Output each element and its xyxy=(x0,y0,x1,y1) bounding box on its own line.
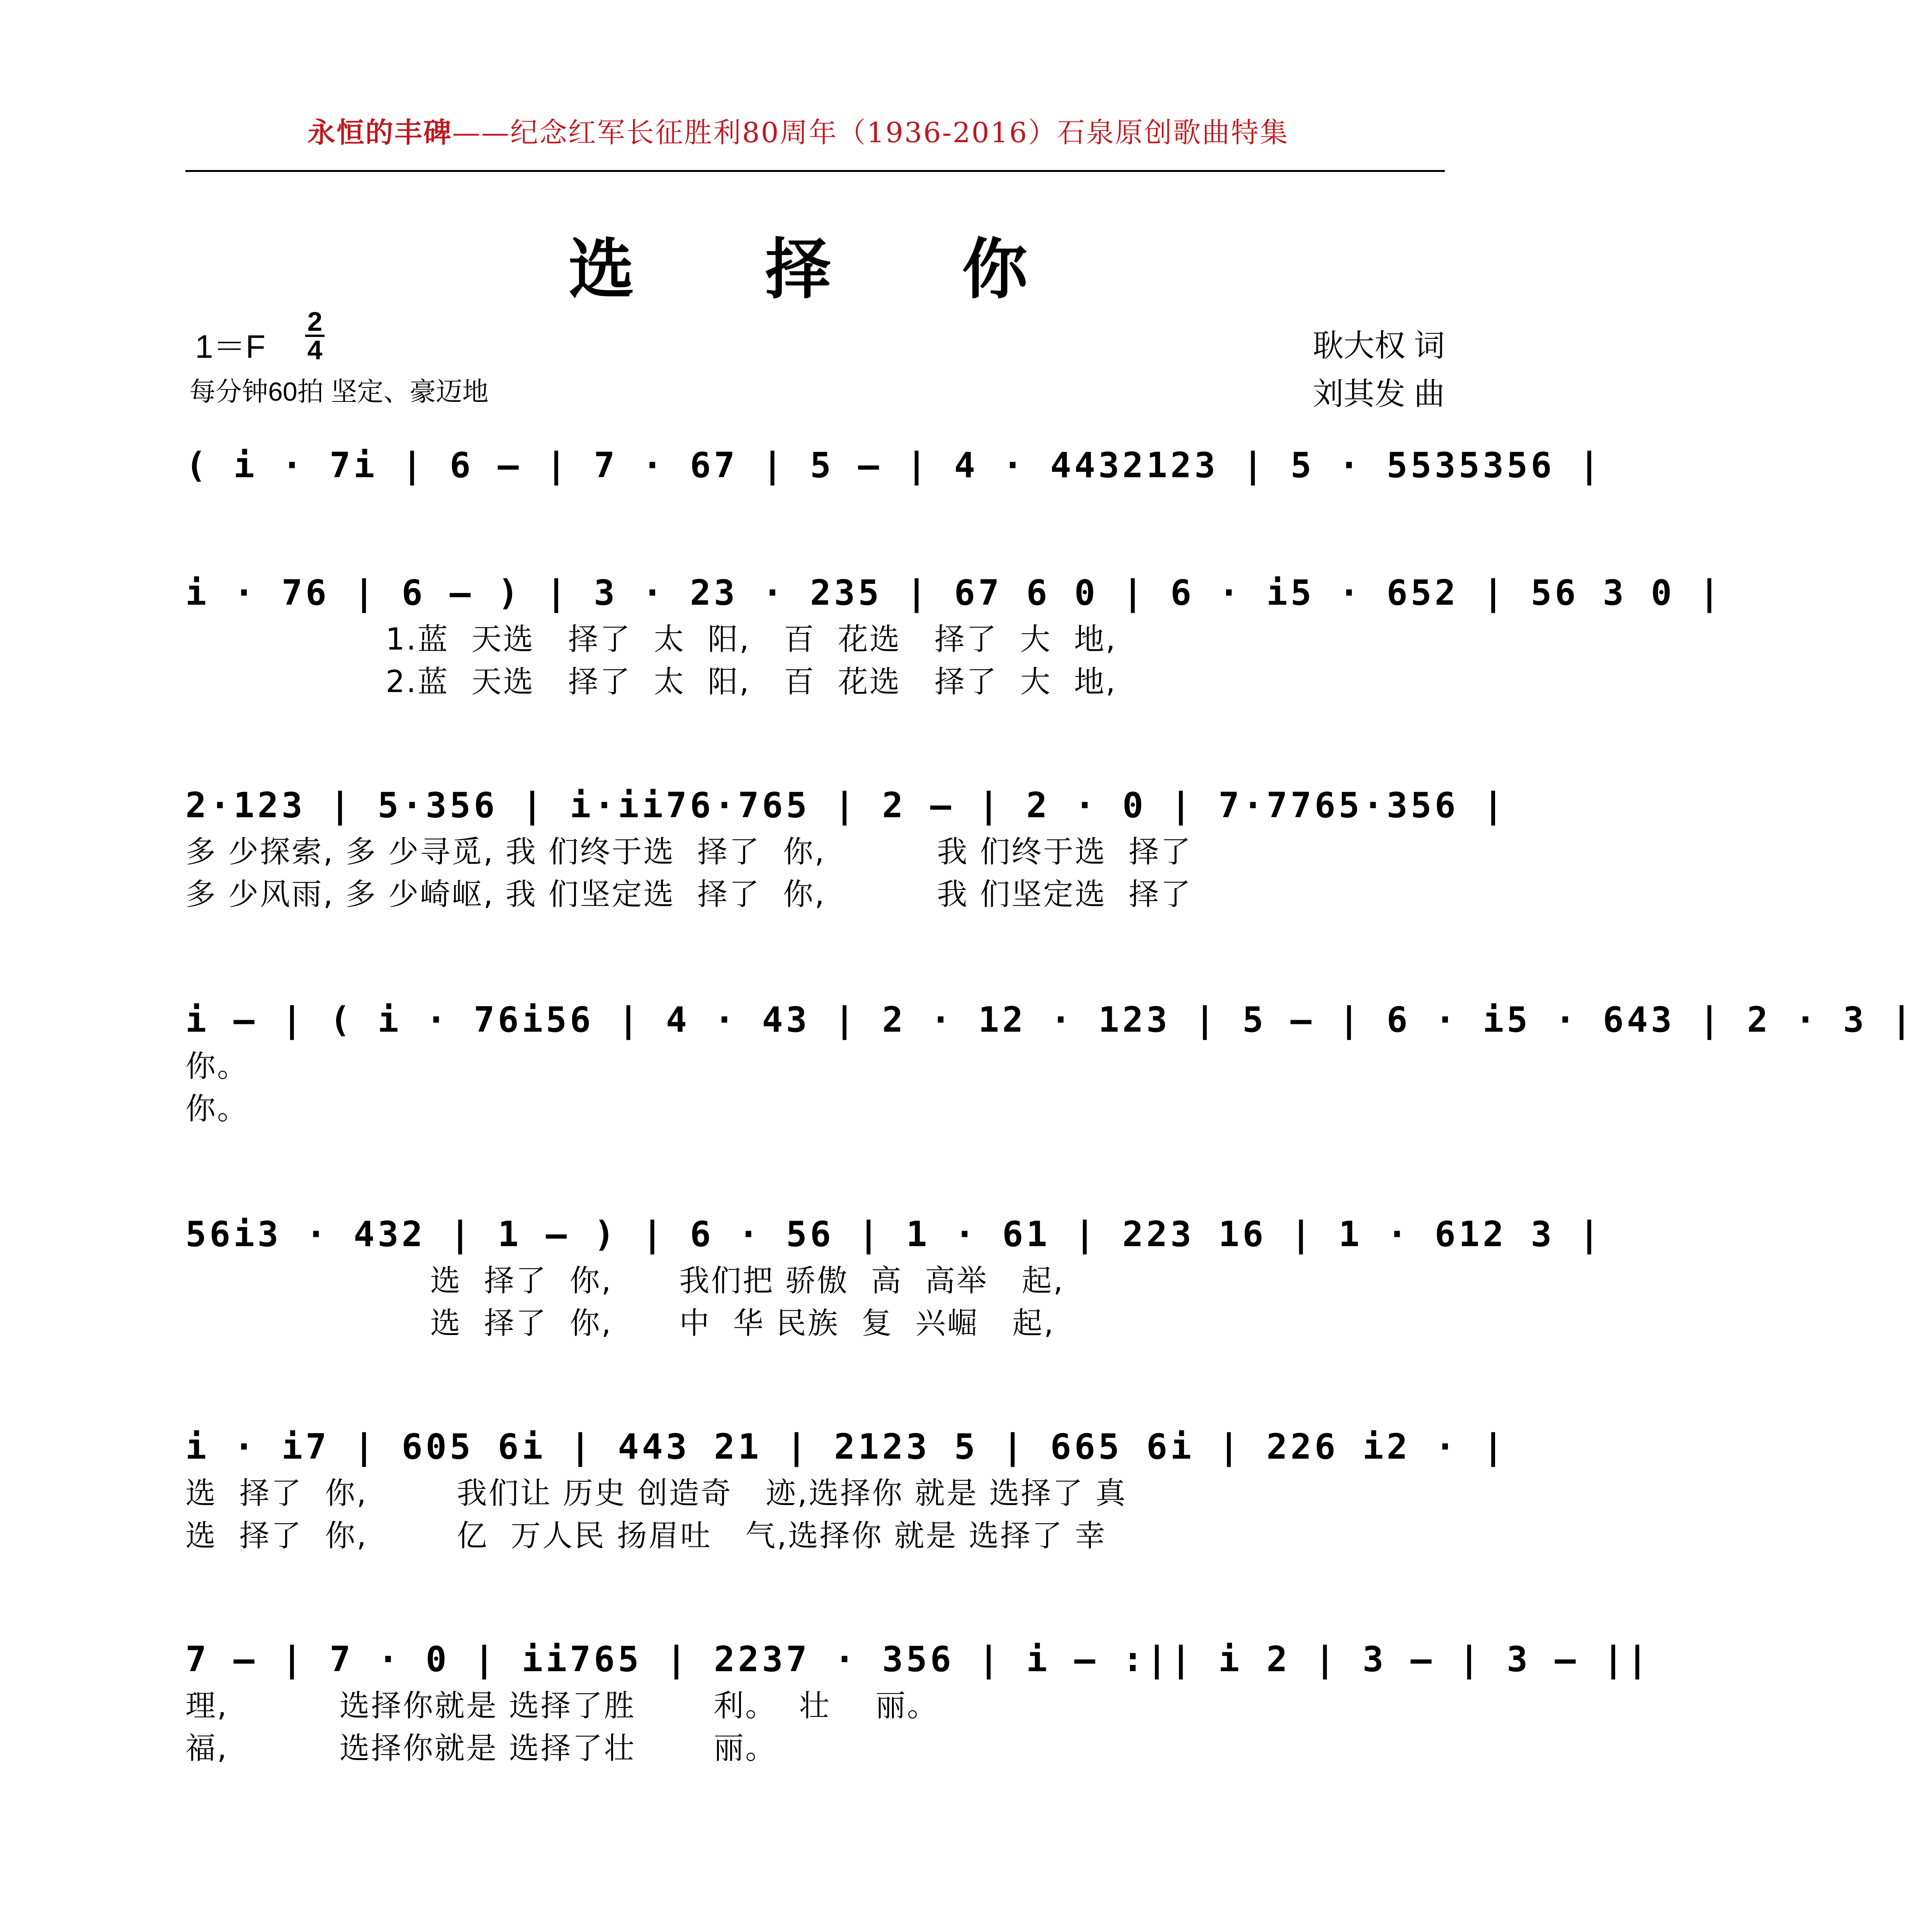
notation-line: ( i · 7i | 6 — | 7 · 67 | 5 — | 4 · 4432123 | 5 · 5535356 | xyxy=(185,445,1603,486)
time-signature-top: 2 xyxy=(307,306,323,337)
lyrics-verse-2: 选 择了 你, 亿 万人民 扬眉吐 气,选择你 就是 选择了 幸 xyxy=(185,1519,1107,1553)
lyrics-verse-2: 福, 选择你就是 选择了壮 丽。 xyxy=(185,1731,777,1766)
notation-line: i · i7 | 605 6i | 443 21 | 2123 5 | 665 6i | 226 i2 · | xyxy=(185,1427,1507,1467)
lyrics-verse-1: 选 择了 你, 我们把 骄傲 高 高举 起, xyxy=(185,1264,1065,1298)
notation-line: 7 — | 7 · 0 | ii765 | 2237 · 356 | i — :|| i 2 | 3 — | 3 — || xyxy=(185,1639,1651,1680)
score-system-5 xyxy=(185,1209,1603,1345)
header-rule xyxy=(185,170,1445,172)
lyrics-verse-1: 选 择了 你, 我们让 历史 创造奇 迹,选择你 就是 选择了 真 xyxy=(185,1476,1127,1511)
score-system-2 xyxy=(185,568,1723,703)
score-system-6 xyxy=(185,1422,1507,1557)
lyrics-verse-2: 2.蓝 天选 择了 太 阳, 百 花选 择了 大 地, xyxy=(185,665,1117,699)
notation-line: 56i3 · 432 | 1 — ) | 6 · 56 | 1 · 61 | 223 16 | 1 · 612 3 | xyxy=(185,1214,1603,1255)
notation-line: i · 76 | 6 — ) | 3 · 23 · 235 | 67 6 0 | 6 · i5 · 652 | 56 3 0 | xyxy=(185,573,1723,613)
lyrics-verse-1: 理, 选择你就是 选择了胜 利。 壮 丽。 xyxy=(185,1689,939,1723)
score-system-1 xyxy=(185,440,1603,491)
notation-line: i — | ( i · 76i56 | 4 · 43 | 2 · 12 · 123 | 5 — | 6 · i5 · 643 | 2 · 3 | xyxy=(185,1000,1915,1040)
time-signature-bottom: 4 xyxy=(307,335,323,365)
score-system-4 xyxy=(185,995,1915,1130)
lyricist-credit: 耿大权 词 xyxy=(1312,328,1445,363)
lyrics-verse-1: 1.蓝 天选 择了 太 阳, 百 花选 择了 大 地, xyxy=(185,622,1117,657)
album-title: 永恒的丰碑 xyxy=(307,116,452,149)
lyrics-verse-2: 多 少风雨, 多 少崎岖, 我 们坚定选 择了 你, 我 们坚定选 择了 xyxy=(185,877,1192,912)
composer-credit: 刘其发 曲 xyxy=(1312,377,1445,411)
lyrics-verse-1: 你。 xyxy=(185,1049,249,1084)
score-system-3 xyxy=(185,781,1507,916)
song-title: 选 择 你 xyxy=(568,231,1082,308)
collection-header xyxy=(0,110,1596,150)
lyrics-verse-2: 选 择了 你, 中 华 民族 复 兴崛 起, xyxy=(185,1306,1055,1341)
score-system-7 xyxy=(185,1634,1651,1770)
time-signature xyxy=(305,306,325,365)
key-signature: 1＝F xyxy=(195,328,266,365)
album-subtitle: ——纪念红军长征胜利80周年（1936-2016）石泉原创歌曲特集 xyxy=(452,116,1289,149)
lyrics-verse-2: 你。 xyxy=(185,1092,249,1126)
lyrics-verse-1: 多 少探索, 多 少寻觅, 我 们终于选 择了 你, 我 们终于选 择了 xyxy=(185,835,1192,869)
notation-line: 2·123 | 5·356 | i·ii76·765 | 2 — | 2 · 0 | 7·7765·356 | xyxy=(185,785,1507,826)
tempo-marking: 每分钟60拍 坚定、豪迈地 xyxy=(189,377,489,406)
